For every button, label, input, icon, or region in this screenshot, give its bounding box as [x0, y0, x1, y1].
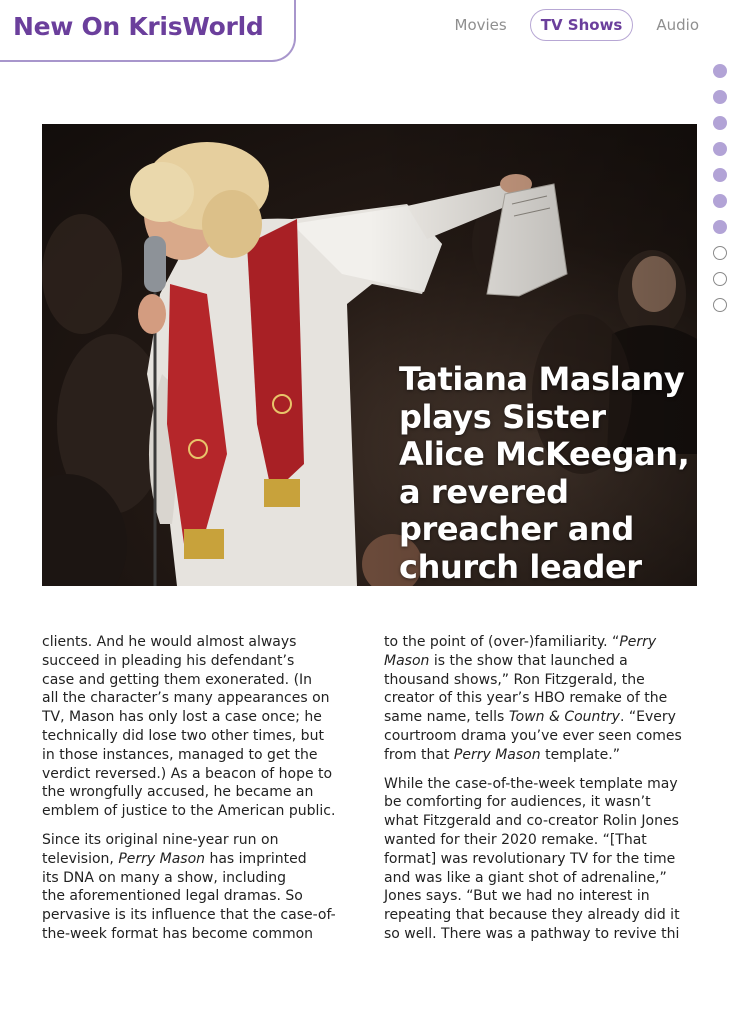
text-line: verdict reversed.) As a beacon of hope to: [42, 765, 333, 782]
article-column-left: [42, 633, 359, 963]
show-title: Perry Mason: [453, 746, 541, 763]
show-title: Perry Mason: [118, 850, 206, 867]
text-line: emblem of justice to the American public.: [42, 803, 336, 820]
page-dot[interactable]: [713, 246, 727, 260]
brand-title: New On KrisWorld: [13, 12, 264, 41]
text-line: [42, 850, 359, 869]
page-dot[interactable]: [713, 90, 727, 104]
article-paragraph: [384, 633, 701, 765]
page-dot[interactable]: [713, 168, 727, 182]
hero-caption-line: church leader: [399, 547, 642, 586]
text-line: [384, 746, 701, 765]
text-line: [384, 633, 701, 652]
text-line: in those instances, managed to get the: [42, 746, 318, 763]
text-line: be comforting for audiences, it wasn’t: [384, 794, 651, 811]
top-nav: [444, 9, 711, 41]
text-run: . “Every: [619, 709, 676, 726]
page-dot[interactable]: [713, 298, 727, 312]
text-line: repeating that because they already did it: [384, 907, 680, 924]
text-line: format] was revolutionary TV for the time: [384, 850, 676, 867]
text-run: same name, tells: [384, 709, 509, 726]
show-title: Perry: [619, 634, 657, 650]
hero-caption-line: preacher and: [399, 510, 634, 548]
article-body: [42, 633, 702, 963]
hero-caption-line: a revered: [399, 472, 569, 511]
text-line: While the case-of-the-week template may: [384, 775, 678, 792]
hero-caption-line: plays Sister: [399, 397, 606, 436]
text-line: wanted for their 2020 remake. “[That: [384, 831, 647, 848]
text-line: the-week format has become common: [42, 925, 314, 942]
text-line: all the character’s many appearances on: [42, 690, 330, 707]
text-line: clients. And he would almost always: [42, 634, 297, 650]
text-line: and was like a giant shot of adrenaline,”: [384, 869, 667, 886]
article-paragraph: [42, 633, 359, 821]
text-line: creator of this year’s HBO remake of the: [384, 690, 668, 707]
text-line: so well. There was a pathway to revive thi: [384, 925, 680, 942]
text-line: [384, 708, 701, 727]
page-dot[interactable]: [713, 142, 727, 156]
page-dot[interactable]: [713, 272, 727, 286]
hero-caption: [399, 361, 697, 586]
text-line: the wrongfully accused, he became an: [42, 784, 314, 801]
tab-movies[interactable]: Movies: [444, 9, 518, 41]
hero-caption-line: Tatiana Maslany: [399, 360, 685, 398]
publication-title: Town & Country: [508, 709, 620, 726]
text-line: pervasive is its influence that the case-of-: [42, 907, 336, 924]
page-dot[interactable]: [713, 64, 727, 78]
text-line: thousand shows,” Ron Fitzgerald, the: [384, 671, 645, 688]
text-line: what Fitzgerald and co-creator Rolin Jones: [384, 813, 679, 830]
tab-audio[interactable]: Audio: [645, 9, 710, 41]
article-column-right: [384, 633, 701, 963]
text-line: Jones says. “But we had no interest in: [384, 888, 650, 905]
text-run: template.”: [540, 746, 620, 763]
page-indicator: [713, 64, 727, 312]
brand-header-tab: [0, 0, 296, 62]
text-run: from that: [384, 746, 454, 763]
text-line: case and getting them exonerated. (In: [42, 671, 313, 688]
text-line: courtroom drama you’ve ever seen comes: [384, 727, 682, 744]
page-dot[interactable]: [713, 220, 727, 234]
hero-photo: [42, 124, 697, 586]
text-run: to the point of (over-)familiarity. “: [384, 634, 620, 650]
text-line: Since its original nine-year run on: [42, 831, 279, 848]
text-line: its DNA on many a show, including: [42, 869, 286, 886]
tab-tv-shows[interactable]: TV Shows: [530, 9, 634, 41]
show-title: Mason: [384, 652, 430, 669]
text-run: is the show that launched a: [429, 652, 628, 669]
text-run: has imprinted: [205, 850, 307, 867]
text-line: succeed in pleading his defendant’s: [42, 652, 295, 669]
text-line: TV, Mason has only lost a case once; he: [42, 709, 322, 726]
text-line: technically did lose two other times, but: [42, 727, 324, 744]
text-line: [384, 652, 701, 671]
article-paragraph: [384, 775, 701, 944]
page-dot[interactable]: [713, 116, 727, 130]
text-run: television,: [42, 850, 119, 867]
text-line: the aforementioned legal dramas. So: [42, 888, 303, 905]
page-dot[interactable]: [713, 194, 727, 208]
hero-caption-line: Alice McKeegan,: [399, 435, 690, 473]
article-paragraph: [42, 831, 359, 944]
